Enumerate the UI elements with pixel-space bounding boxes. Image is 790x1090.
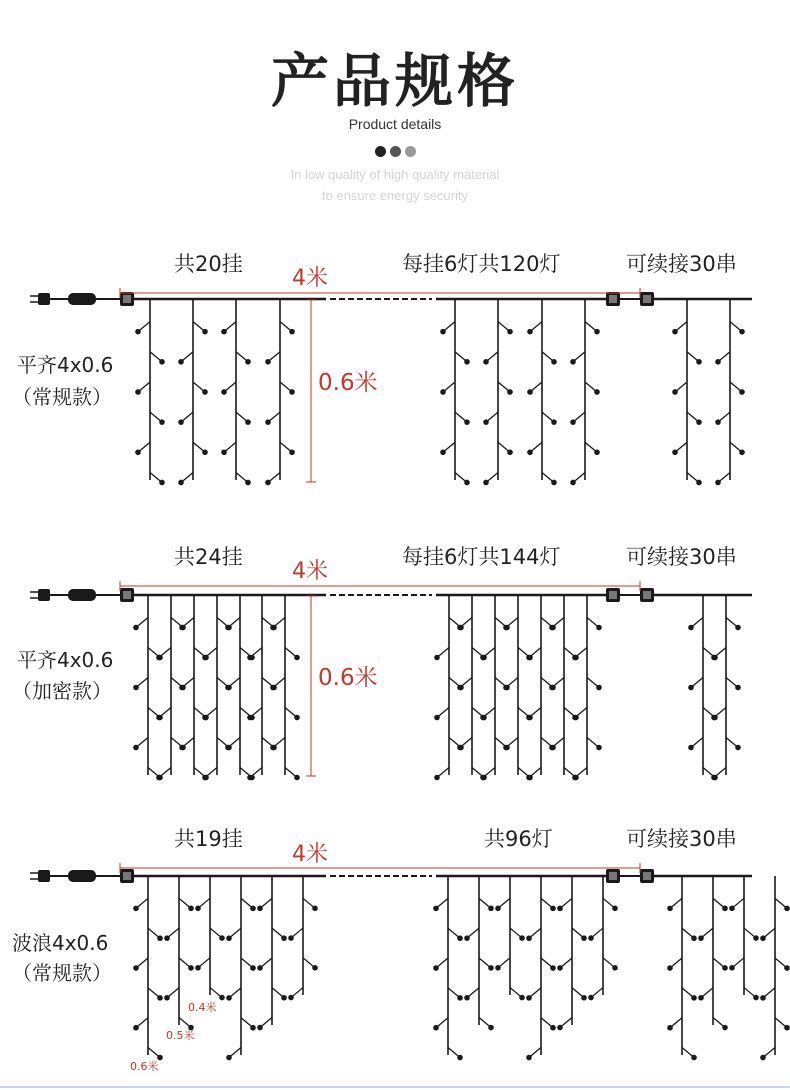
- light-bulb: [739, 389, 745, 395]
- light-bulb: [221, 449, 227, 455]
- lights-count-label: 每挂6灯共120灯: [402, 252, 561, 276]
- light-bulb: [760, 935, 766, 941]
- light-bulb: [188, 906, 194, 912]
- light-bulb: [588, 995, 594, 1001]
- light-bulb: [434, 715, 440, 721]
- variant-flat-dense: [12, 545, 752, 780]
- dimension-layer: [120, 288, 640, 482]
- light-bulb: [257, 965, 263, 971]
- light-bulb: [691, 935, 697, 941]
- light-bulb: [440, 329, 446, 335]
- light-bulb: [784, 965, 790, 971]
- connector-detail: [123, 872, 131, 880]
- light-bulb: [760, 1055, 766, 1061]
- light-bulb: [464, 480, 470, 486]
- light-bulb: [219, 995, 225, 1001]
- light-bulb: [715, 419, 721, 425]
- light-bulb: [594, 449, 600, 455]
- light-bulb: [265, 480, 271, 486]
- light-bulb: [164, 935, 170, 941]
- light-bulb: [133, 745, 139, 751]
- width-label: 4米: [292, 559, 328, 584]
- style-label: 平齐4x0.6: [17, 353, 114, 377]
- light-bulb: [133, 685, 139, 691]
- light-bulb: [526, 775, 532, 781]
- light-bulb: [715, 480, 721, 486]
- light-bulb: [488, 1025, 494, 1031]
- connector-detail: [609, 591, 617, 599]
- width-label: 4米: [292, 842, 328, 867]
- connector-detail: [123, 591, 131, 599]
- light-bulb: [672, 329, 678, 335]
- light-bulb: [495, 965, 501, 971]
- light-bulb: [294, 655, 300, 661]
- light-bulb: [179, 625, 185, 631]
- length-label-05: 0.5米: [166, 1029, 195, 1042]
- light-bulb: [557, 1025, 563, 1031]
- light-bulb: [550, 965, 556, 971]
- light-bulb: [195, 965, 201, 971]
- light-bulb: [551, 480, 557, 486]
- light-bulb: [672, 389, 678, 395]
- type-label: （常规款）: [12, 385, 112, 409]
- light-bulb: [156, 715, 162, 721]
- light-bulb: [226, 1055, 232, 1061]
- light-bulb: [434, 655, 440, 661]
- light-bulb: [289, 329, 295, 335]
- light-bulb: [667, 906, 673, 912]
- light-bulb: [488, 965, 494, 971]
- light-bulb: [696, 419, 702, 425]
- light-bulb: [739, 329, 745, 335]
- light-bulb: [594, 389, 600, 395]
- light-bulb: [667, 1025, 673, 1031]
- light-bulb: [188, 965, 194, 971]
- strands-layer: [135, 299, 745, 485]
- connector-detail: [123, 295, 131, 303]
- light-bulb: [503, 745, 509, 751]
- light-bulb: [527, 449, 533, 455]
- light-bulb: [245, 480, 251, 486]
- light-bulb: [549, 685, 555, 691]
- style-label: 平齐4x0.6: [17, 648, 114, 672]
- light-bulb: [157, 935, 163, 941]
- light-bulb: [156, 655, 162, 661]
- light-bulb: [434, 775, 440, 781]
- light-bulb: [270, 745, 276, 751]
- light-bulb: [133, 965, 139, 971]
- light-bulb: [503, 625, 509, 631]
- light-bulb: [135, 389, 141, 395]
- extend-label: 可续接30串: [626, 827, 737, 851]
- light-bulb: [526, 1055, 532, 1061]
- light-bulb: [225, 745, 231, 751]
- light-bulb: [247, 655, 253, 661]
- light-bulb: [440, 389, 446, 395]
- light-bulb: [440, 449, 446, 455]
- connector-detail: [643, 872, 651, 880]
- light-bulb: [202, 329, 208, 335]
- light-bulb: [596, 625, 602, 631]
- light-bulb: [480, 715, 486, 721]
- light-bulb: [178, 419, 184, 425]
- lights-count-label: 共96灯: [484, 827, 553, 851]
- light-bulb: [289, 389, 295, 395]
- light-bulb: [596, 745, 602, 751]
- lights-count-label: 每挂6灯共144灯: [402, 545, 561, 569]
- light-bulb: [572, 715, 578, 721]
- light-bulb: [594, 329, 600, 335]
- light-bulb: [696, 480, 702, 486]
- light-bulb: [156, 775, 162, 781]
- light-bulb: [250, 1025, 256, 1031]
- light-bulb: [507, 389, 513, 395]
- light-bulb: [157, 995, 163, 1001]
- light-bulb: [698, 935, 704, 941]
- dimension-layer: [120, 863, 640, 873]
- light-bulb: [557, 965, 563, 971]
- light-bulb: [570, 419, 576, 425]
- light-bulb: [159, 419, 165, 425]
- light-bulb: [688, 745, 694, 751]
- connector-detail: [643, 295, 651, 303]
- variant-flat-regular: [12, 252, 752, 485]
- light-bulb: [179, 745, 185, 751]
- length-label-04: 0.4米: [188, 1001, 217, 1014]
- light-bulb: [288, 935, 294, 941]
- light-bulb: [550, 906, 556, 912]
- light-bulb: [722, 906, 728, 912]
- light-bulb: [551, 359, 557, 365]
- light-bulb: [294, 775, 300, 781]
- light-bulb: [164, 995, 170, 1001]
- light-bulb: [526, 995, 532, 1001]
- light-bulb: [735, 685, 741, 691]
- extend-label: 可续接30串: [626, 252, 737, 276]
- light-bulb: [226, 935, 232, 941]
- light-bulb: [270, 685, 276, 691]
- light-bulb: [464, 995, 470, 1001]
- cable-layer: [30, 869, 752, 883]
- light-bulb: [247, 775, 253, 781]
- cable-layer: [30, 292, 752, 306]
- light-bulb: [457, 745, 463, 751]
- light-bulb: [526, 935, 532, 941]
- light-bulb: [195, 906, 201, 912]
- light-bulb: [221, 389, 227, 395]
- light-bulb: [581, 995, 587, 1001]
- light-bulb: [288, 995, 294, 1001]
- light-bulb: [551, 419, 557, 425]
- height-label: 0.6米: [318, 665, 378, 691]
- light-bulb: [784, 1025, 790, 1031]
- light-bulb: [133, 906, 139, 912]
- strands-count-label: 共24挂: [174, 545, 243, 569]
- light-bulb: [480, 655, 486, 661]
- light-bulb: [480, 775, 486, 781]
- light-bulb: [294, 715, 300, 721]
- light-bulb: [133, 1025, 139, 1031]
- light-bulb: [457, 625, 463, 631]
- light-bulb: [202, 715, 208, 721]
- light-bulb: [667, 965, 673, 971]
- light-bulb: [572, 775, 578, 781]
- light-bulb: [135, 449, 141, 455]
- light-bulb: [257, 906, 263, 912]
- light-bulb: [221, 329, 227, 335]
- controller-box: [68, 870, 96, 882]
- light-bulb: [133, 625, 139, 631]
- connector-detail: [609, 295, 617, 303]
- light-bulb: [464, 359, 470, 365]
- light-bulb: [691, 995, 697, 1001]
- light-bulb: [570, 359, 576, 365]
- light-bulb: [179, 685, 185, 691]
- light-bulb: [526, 655, 532, 661]
- light-bulb: [433, 1025, 439, 1031]
- light-bulb: [159, 480, 165, 486]
- light-bulb: [612, 965, 618, 971]
- controller-box: [68, 293, 96, 305]
- light-bulb: [549, 625, 555, 631]
- power-plug: [38, 293, 50, 305]
- light-bulb: [281, 935, 287, 941]
- light-bulb: [672, 449, 678, 455]
- light-bulb: [696, 359, 702, 365]
- light-bulb: [698, 995, 704, 1001]
- light-bulb: [691, 1055, 697, 1061]
- light-bulb: [202, 775, 208, 781]
- width-label: 4米: [292, 266, 328, 291]
- light-bulb: [688, 625, 694, 631]
- light-bulb: [495, 906, 501, 912]
- light-bulb: [526, 715, 532, 721]
- light-bulb: [433, 965, 439, 971]
- strands-layer: [133, 876, 790, 1060]
- light-bulb: [265, 419, 271, 425]
- light-bulb: [312, 906, 318, 912]
- light-bulb: [202, 389, 208, 395]
- light-bulb: [549, 745, 555, 751]
- light-bulb: [289, 449, 295, 455]
- light-bulb: [245, 359, 251, 365]
- light-bulb: [178, 480, 184, 486]
- light-bulb: [735, 625, 741, 631]
- strands-count-label: 共20挂: [174, 252, 243, 276]
- light-bulb: [527, 389, 533, 395]
- light-bulb: [247, 715, 253, 721]
- light-bulb: [760, 995, 766, 1001]
- strands-count-label: 共19挂: [174, 827, 243, 851]
- light-bulb: [739, 449, 745, 455]
- light-bulb: [464, 935, 470, 941]
- light-bulb: [464, 419, 470, 425]
- light-bulb: [433, 906, 439, 912]
- type-label: （常规款）: [12, 961, 112, 985]
- light-bulb: [503, 685, 509, 691]
- page-title: 产品规格: [270, 47, 519, 115]
- light-bulb: [735, 745, 741, 751]
- light-bulb: [570, 480, 576, 486]
- light-bulb: [711, 715, 717, 721]
- light-bulb: [457, 685, 463, 691]
- light-bulb: [729, 906, 735, 912]
- cable-layer: [30, 588, 752, 602]
- light-bulb: [596, 685, 602, 691]
- light-bulb: [483, 359, 489, 365]
- light-bulb: [753, 935, 759, 941]
- light-bulb: [711, 655, 717, 661]
- light-bulb: [519, 935, 525, 941]
- light-bulb: [722, 965, 728, 971]
- style-label: 波浪4x0.6: [12, 931, 109, 955]
- light-bulb: [507, 329, 513, 335]
- light-bulb: [507, 449, 513, 455]
- light-bulb: [483, 480, 489, 486]
- light-bulb: [729, 965, 735, 971]
- tagline-line-1: In low quality of high quality material: [290, 167, 500, 182]
- light-bulb: [159, 359, 165, 365]
- type-label: （加密款）: [12, 679, 112, 703]
- light-bulb: [722, 1025, 728, 1031]
- power-plug: [38, 870, 50, 882]
- light-bulb: [250, 906, 256, 912]
- controller-box: [68, 589, 96, 601]
- variant-wave-regular: [12, 827, 790, 1073]
- light-bulb: [225, 685, 231, 691]
- light-bulb: [688, 685, 694, 691]
- height-label: 0.6米: [318, 370, 378, 396]
- light-bulb: [711, 775, 717, 781]
- light-bulb: [202, 449, 208, 455]
- light-bulb: [257, 1025, 263, 1031]
- light-bulb: [581, 935, 587, 941]
- strands-layer: [133, 595, 741, 780]
- light-bulb: [226, 995, 232, 1001]
- light-bulb: [225, 625, 231, 631]
- light-bulb: [202, 655, 208, 661]
- light-bulb: [219, 935, 225, 941]
- bottom-divider: [0, 1086, 790, 1088]
- light-bulb: [245, 419, 251, 425]
- light-bulb: [557, 906, 563, 912]
- light-bulb: [281, 995, 287, 1001]
- light-bulb: [270, 625, 276, 631]
- page-subtitle: Product details: [348, 116, 442, 132]
- light-bulb: [312, 965, 318, 971]
- light-bulb: [457, 1055, 463, 1061]
- light-bulb: [527, 329, 533, 335]
- connector-detail: [643, 591, 651, 599]
- light-bulb: [250, 965, 256, 971]
- light-bulb: [753, 995, 759, 1001]
- connector-detail: [609, 872, 617, 880]
- light-bulb: [457, 995, 463, 1001]
- tagline-line-2: to ensure energy security: [322, 188, 468, 203]
- light-bulb: [519, 995, 525, 1001]
- length-label-06: 0.6米: [130, 1060, 159, 1073]
- light-bulb: [612, 906, 618, 912]
- light-bulb: [457, 935, 463, 941]
- extend-label: 可续接30串: [626, 545, 737, 569]
- power-plug: [38, 589, 50, 601]
- light-bulb: [550, 1025, 556, 1031]
- light-bulb: [588, 935, 594, 941]
- light-bulb: [784, 906, 790, 912]
- light-bulb: [178, 359, 184, 365]
- light-bulb: [488, 906, 494, 912]
- light-bulb: [265, 359, 271, 365]
- light-bulb: [483, 419, 489, 425]
- light-bulb: [572, 655, 578, 661]
- light-bulb: [715, 359, 721, 365]
- light-bulb: [135, 329, 141, 335]
